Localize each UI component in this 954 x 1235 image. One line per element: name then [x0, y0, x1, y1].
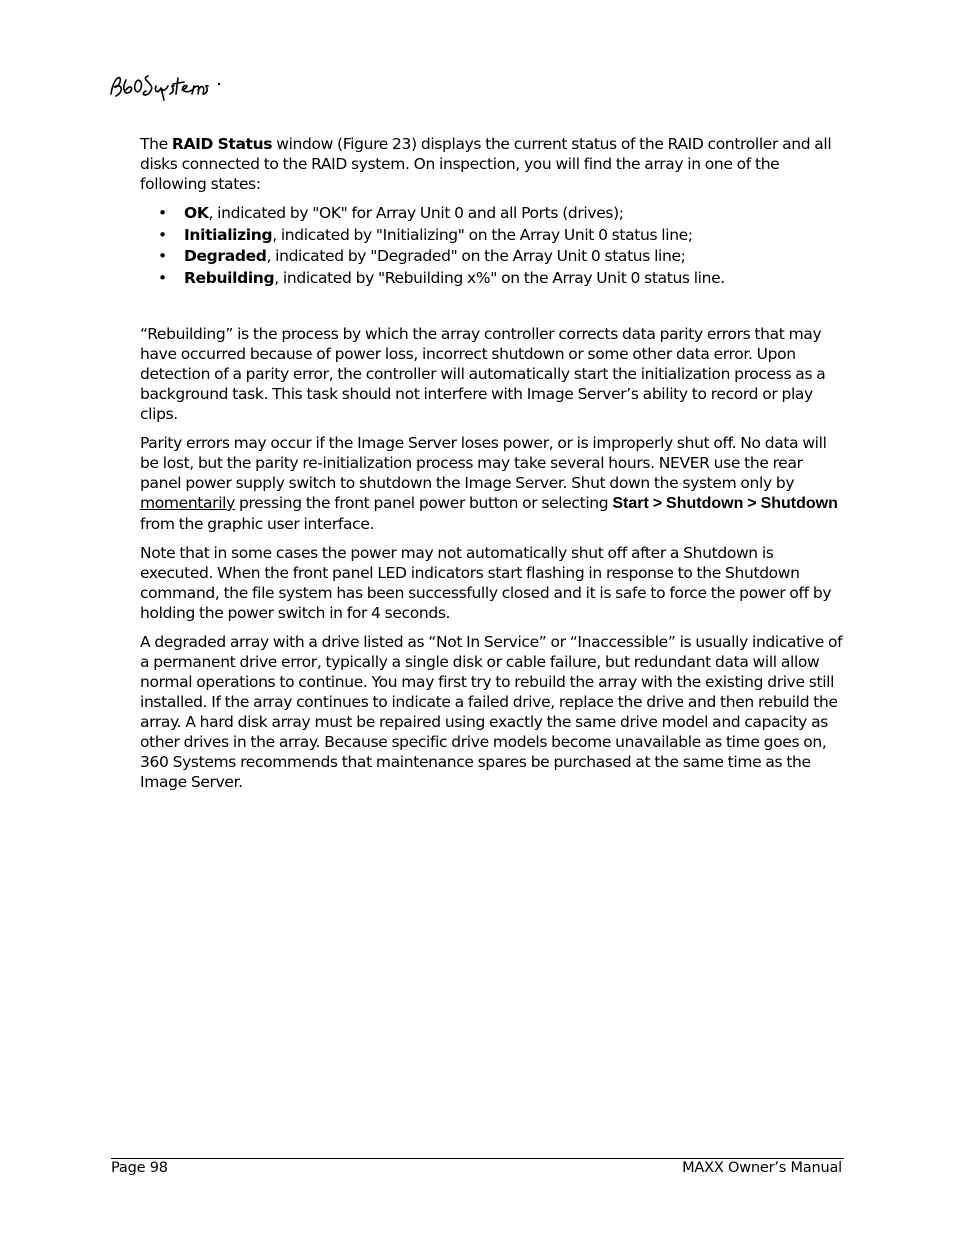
intro-paragraph [140, 134, 846, 194]
raid-status-term: RAID Status [171, 135, 273, 153]
state-desc-ok: , indicated by "OK" for Array Unit 0 and all Ports (drives); [208, 204, 624, 222]
state-term-initializing: Initializing [184, 225, 273, 244]
state-desc-initializing: , indicated by "Initializing" on the Array Unit 0 status line; [272, 225, 693, 244]
parity-text: Parity errors may occur if the Image Server loses power, or is improperly shut off. No data will be lost, but the parity re-initialization process may take several hours. NEVER use the rear panel power supply switch to shutdown the Image Server. Shut down the system only by [140, 434, 827, 492]
state-term-rebuilding: Rebuilding [184, 268, 275, 287]
shutdown-menu-path: Start > Shutdown > Shutdown [612, 495, 838, 512]
state-desc-degraded: , indicated by "Degraded" on the Array Unit 0 status line; [266, 247, 686, 265]
company-logo [108, 66, 228, 102]
document-body [140, 134, 846, 801]
parity-text-cont: pressing the front panel power button or selecting [234, 494, 613, 512]
list-item [184, 268, 846, 290]
spacer [140, 289, 846, 324]
states-list [140, 203, 846, 289]
list-item [184, 203, 846, 225]
momentarily-underlined: momentarily [140, 494, 235, 512]
intro-text: The [140, 135, 172, 153]
parity-paragraph [140, 433, 846, 534]
manual-title: MAXX Owner’s Manual [682, 1160, 842, 1176]
rebuilding-paragraph: “Rebuilding” is the process by which the array controller corrects data parity errors that may have occurred because of power loss, incorrect shutdown or some other data error. Upon detection of a parity error, the controller will automatically start the initialization process as a background task. This task should not interfere with Image Server’s ability to record or play clips. [140, 325, 826, 423]
state-term-degraded: Degraded [184, 247, 267, 265]
state-desc-rebuilding: , indicated by "Rebuilding x%" on the Array Unit 0 status line. [274, 268, 725, 287]
intro-text-cont: window (Figure 23) displays the current status of the RAID controller and all disks connected to the RAID system. On inspection, you will find the array in one of the following states: [140, 135, 832, 193]
page-number: Page 98 [111, 1160, 168, 1176]
note-paragraph: Note that in some cases the power may not automatically shut off after a Shutdown is executed. When the front panel LED indicators start flashing in response to the Shutdown command, the file system has been successfully closed and it is safe to force the power off by holding the power switch in for 4 seconds. [140, 544, 832, 622]
list-item [184, 246, 846, 268]
parity-text-end: from the graphic user interface. [140, 515, 375, 533]
logo-script-mark [111, 76, 208, 100]
state-term-ok: OK [184, 204, 209, 222]
degraded-paragraph: A degraded array with a drive listed as “Not In Service” or “Inaccessible” is usually indicative of a permanent drive error, typically a single disk or cable failure, but redundant data will allow normal operations to continue. You may first try to rebuild the array with the existing drive still installed. If the array continues to indicate a failed drive, replace the drive and then rebuild the array. A hard disk array must be repaired using exactly the same drive model and capacity as other drives in the array. Because specific drive models become unavailable as time goes on, 360 Systems recommends that maintenance spares be purchased at the same time as the Image Server. [140, 633, 843, 791]
list-item [184, 225, 846, 247]
footer-rule [111, 1158, 844, 1159]
logo-trademark-dot [218, 83, 220, 85]
